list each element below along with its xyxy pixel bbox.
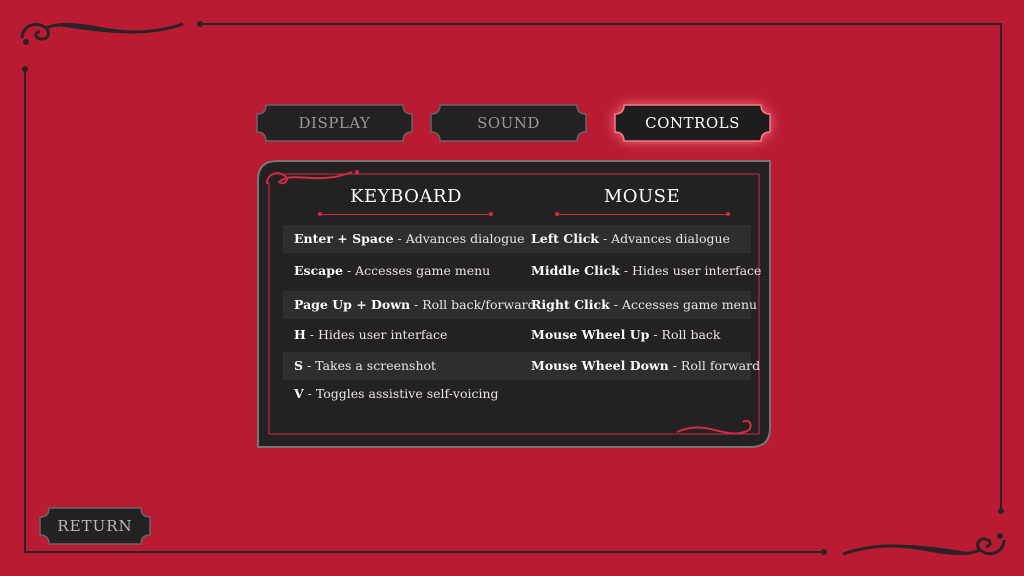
frame-dot-right (998, 508, 1004, 514)
keyboard-action: - Toggles assistive self-voicing (303, 386, 499, 401)
keyboard-action: - Advances dialogue (393, 231, 525, 246)
frame-left-line (24, 68, 26, 553)
tab-display[interactable] (256, 104, 413, 142)
tab-controls-label: CONTROLS (645, 114, 740, 132)
mouse-action: - Advances dialogue (598, 231, 730, 246)
keyboard-action: - Accesses game menu (342, 263, 491, 278)
keyboard-key: S (294, 358, 304, 373)
keyboard-heading-rule (320, 214, 491, 215)
mouse-key: Mouse Wheel Up (531, 327, 650, 342)
mouse-action: - Hides user interface (619, 263, 762, 278)
keyboard-row (294, 231, 525, 246)
mouse-row (531, 358, 760, 373)
keyboard-key: Enter + Space (294, 231, 394, 246)
frame-bottom-line (24, 551, 824, 553)
keyboard-row (294, 263, 490, 278)
tab-controls[interactable] (614, 104, 771, 142)
tab-sound-label: SOUND (477, 114, 540, 132)
keyboard-row (294, 358, 436, 373)
keyboard-key: Page Up + Down (294, 297, 411, 312)
mouse-row (531, 263, 761, 278)
mouse-key: Right Click (531, 297, 610, 312)
return-button[interactable] (39, 507, 151, 545)
frame-dot-left (22, 66, 28, 72)
mouse-heading-rule (557, 214, 728, 215)
mouse-action: - Accesses game menu (609, 297, 758, 312)
flourish-top-left-icon (18, 16, 188, 52)
mouse-key: Left Click (531, 231, 599, 246)
mouse-row (531, 231, 730, 246)
frame-dot-bottom (821, 549, 827, 555)
keyboard-action: - Hides user interface (305, 327, 448, 342)
keyboard-row (294, 386, 499, 401)
mouse-action: - Roll forward (668, 358, 761, 373)
mouse-heading: MOUSE (603, 186, 681, 207)
keyboard-heading: KEYBOARD (350, 186, 462, 207)
keyboard-key: H (294, 327, 306, 342)
keyboard-key: V (294, 386, 304, 401)
mouse-key: Mouse Wheel Down (531, 358, 669, 373)
tab-sound[interactable] (430, 104, 587, 142)
mouse-action: - Roll back (649, 327, 721, 342)
keyboard-row (294, 327, 447, 342)
frame-top-line (200, 23, 1002, 25)
return-button-label: RETURN (57, 517, 133, 535)
mouse-row (531, 327, 721, 342)
keyboard-action: - Takes a screenshot (303, 358, 437, 373)
keyboard-row (294, 297, 536, 312)
flourish-bottom-right-icon (838, 526, 1008, 562)
frame-dot-top (197, 21, 203, 27)
keyboard-key: Escape (294, 263, 343, 278)
keyboard-action: - Roll back/forward (410, 297, 536, 312)
frame-right-line (1000, 23, 1002, 513)
mouse-row (531, 297, 757, 312)
tab-display-label: DISPLAY (298, 114, 371, 132)
mouse-key: Middle Click (531, 263, 620, 278)
